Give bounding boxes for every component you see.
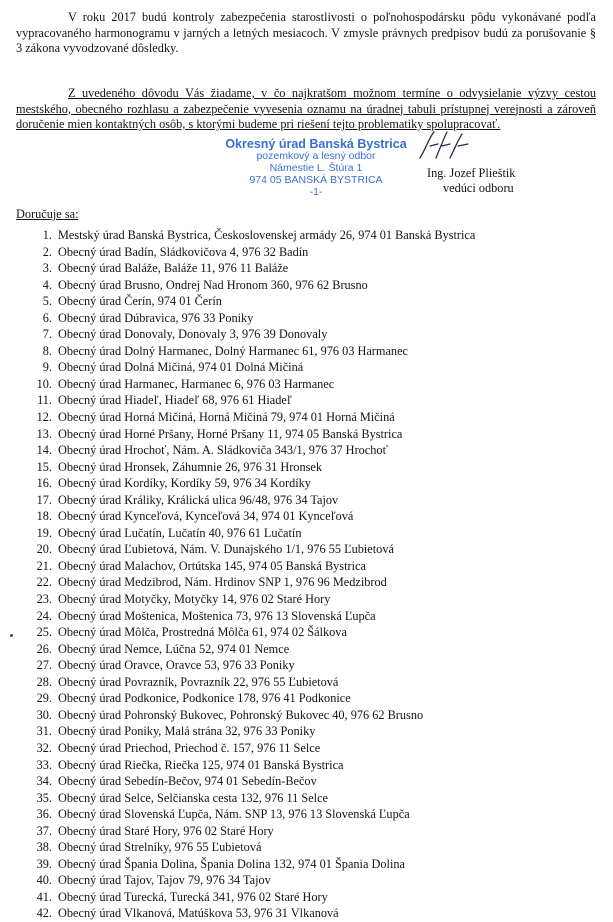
recipient-item [16, 310, 606, 327]
recipient-item [16, 690, 606, 707]
recipient-number: 20. [36, 542, 52, 557]
recipient-item [16, 889, 606, 906]
recipient-item [16, 905, 606, 922]
stamp-city: 974 05 BANSKÁ BYSTRICA [249, 174, 383, 186]
recipient-number: 22. [36, 575, 52, 590]
recipient-item [16, 326, 606, 343]
recipient-item [16, 641, 606, 658]
recipient-number: 34. [36, 774, 52, 789]
recipient-item [16, 459, 606, 476]
recipient-address: Obecný úrad Dolný Harmanec, Dolný Harmanec 61, 976 03 Harmanec [58, 343, 408, 358]
recipient-item [16, 740, 606, 757]
stamp-number: -1- [309, 186, 323, 198]
recipient-item [16, 839, 606, 856]
recipient-number: 1. [42, 228, 52, 242]
recipient-item [16, 856, 606, 873]
recipient-address: Mestský úrad Banská Bystrica, Československej armády 26, 974 01 Banská Bystrica [58, 228, 476, 242]
recipient-item [16, 277, 606, 294]
recipient-address: Obecný úrad Špania Dolina, Špania Dolina 132, 974 01 Špania Dolina [58, 856, 405, 871]
recipient-item [16, 823, 606, 840]
recipient-number: 2. [42, 244, 52, 259]
recipient-address: Obecný úrad Badín, Sládkovičova 4, 976 32 Badín [58, 244, 309, 259]
recipient-address: Obecný úrad Lučatín, Lučatín 40, 976 61 Lučatín [58, 525, 302, 540]
recipient-address: Obecný úrad Ľubietová, Nám. V. Dunajského 1/1, 976 55 Ľubietová [58, 542, 394, 557]
recipient-address: Obecný úrad Riečka, Riečka 125, 974 01 Banská Bystrica [58, 757, 344, 772]
scan-dot-mark [10, 634, 13, 637]
recipient-item [16, 558, 606, 575]
recipient-item [16, 508, 606, 525]
recipient-address: Obecný úrad Povrazník, Povrazník 22, 976 55 Ľubietová [58, 674, 339, 689]
recipient-number: 12. [36, 410, 52, 425]
recipient-number: 8. [42, 343, 52, 358]
recipient-item [16, 426, 606, 443]
recipient-address: Obecný úrad Priechod, Priechod č. 157, 976 11 Selce [58, 740, 321, 755]
recipient-item [16, 227, 606, 244]
recipient-number: 21. [36, 558, 52, 573]
recipient-item [16, 392, 606, 409]
recipient-number: 28. [36, 674, 52, 689]
recipient-address: Obecný úrad Horná Mičiná, Horná Mičiná 79, 974 01 Horná Mičiná [58, 410, 395, 425]
recipient-address: Obecný úrad Poniky, Malá strána 32, 976 33 Poniky [58, 724, 316, 739]
recipient-item [16, 624, 606, 641]
recipient-address: Obecný úrad Tajov, Tajov 79, 976 34 Tajov [58, 873, 271, 888]
recipient-address: Obecný úrad Sebedín-Bečov, 974 01 Sebedín-Bečov [58, 774, 317, 789]
recipient-address: Obecný úrad Selce, Selčianska cesta 132, 976 11 Selce [58, 790, 328, 805]
recipient-address: Obecný úrad Donovaly, Donovaly 3, 976 39 Donovaly [58, 327, 328, 342]
recipient-item [16, 492, 606, 509]
recipient-address: Obecný úrad Horné Pršany, Horné Pršany 11, 974 05 Banská Bystrica [58, 426, 403, 441]
recipient-number: 13. [36, 426, 52, 441]
recipient-item [16, 790, 606, 807]
recipient-item [16, 574, 606, 591]
recipient-number: 30. [36, 707, 52, 722]
recipient-address: Obecný úrad Vlkanová, Matúškova 53, 976 31 Vlkanová [58, 906, 339, 921]
recipient-number: 9. [42, 360, 52, 375]
recipient-item [16, 343, 606, 360]
recipient-address: Obecný úrad Hrochoť, Nám. A. Sládkoviča 343/1, 976 37 Hrochoť [58, 443, 388, 458]
recipients-list [16, 227, 606, 922]
recipient-number: 29. [36, 691, 52, 706]
signer-block [427, 166, 597, 196]
recipient-item [16, 376, 606, 393]
recipient-address: Obecný úrad Pohronský Bukovec, Pohronský Bukovec 40, 976 62 Brusno [58, 707, 424, 722]
recipient-address: Obecný úrad Slovenská Ľupča, Nám. SNP 13, 976 13 Slovenská Ľupča [58, 807, 410, 822]
signer-role: vedúci odboru [443, 181, 514, 195]
recipient-number: 40. [36, 873, 52, 888]
recipient-item [16, 674, 606, 691]
recipient-item [16, 475, 606, 492]
recipient-item [16, 608, 606, 625]
recipient-address: Obecný úrad Čerín, 974 01 Čerín [58, 294, 222, 309]
recipient-item [16, 359, 606, 376]
paragraph-inspections: V roku 2017 budú kontroly zabezpečenia starostlivosti o poľnohospodársku pôdu vykonávané podľa vypracovaného harmonogramu v jarných a letných mesiacoch. V zmysle právnych predpisov budú za porušovanie § 3 zákona vyvodzované dôsledky. [16, 10, 596, 55]
recipient-number: 6. [42, 310, 52, 325]
handwritten-signature [416, 128, 476, 164]
recipient-address: Obecný úrad Môlča, Prostredná Môlča 61, 974 02 Šálkova [58, 625, 347, 640]
recipient-number: 27. [36, 658, 52, 673]
recipient-number: 33. [36, 757, 52, 772]
recipient-number: 18. [36, 509, 52, 524]
recipient-address: Obecný úrad Hronsek, Záhumnie 26, 976 31 Hronsek [58, 459, 322, 474]
recipient-address: Obecný úrad Oravce, Oravce 53, 976 33 Poniky [58, 658, 295, 673]
recipient-number: 4. [42, 277, 52, 292]
recipient-address: Obecný úrad Medzibrod, Nám. Hrdinov SNP 1, 976 96 Medzibrod [58, 575, 387, 590]
recipient-number: 19. [36, 525, 52, 540]
recipient-address: Obecný úrad Dolná Mičiná, 974 01 Dolná Mičiná [58, 360, 304, 375]
recipient-number: 37. [36, 823, 52, 838]
recipient-item [16, 773, 606, 790]
recipient-number: 7. [42, 327, 52, 342]
recipient-number: 14. [36, 443, 52, 458]
recipient-address: Obecný úrad Kordíky, Kordíky 59, 976 34 Kordíky [58, 476, 311, 491]
recipient-number: 3. [42, 261, 52, 276]
recipient-address: Obecný úrad Podkonice, Podkonice 178, 976 41 Podkonice [58, 691, 351, 706]
recipient-item [16, 591, 606, 608]
recipient-number: 5. [42, 294, 52, 309]
recipient-number: 38. [36, 840, 52, 855]
recipient-item [16, 525, 606, 542]
recipient-address: Obecný úrad Malachov, Ortútska 145, 974 05 Banská Bystrica [58, 558, 366, 573]
recipient-address: Obecný úrad Králiky, Králická ulica 96/48, 976 34 Tajov [58, 492, 339, 507]
recipient-number: 24. [36, 608, 52, 623]
recipient-number: 11. [37, 393, 52, 408]
stamp-title: Okresný úrad Banská Bystrica [225, 137, 407, 151]
recipient-number: 23. [36, 592, 52, 607]
recipient-number: 41. [36, 889, 52, 904]
recipient-number: 32. [36, 740, 52, 755]
recipient-item [16, 541, 606, 558]
recipient-item [16, 657, 606, 674]
stamp-department: pozemkový a lesný odbor [256, 150, 376, 162]
recipient-item [16, 293, 606, 310]
recipient-address: Obecný úrad Motyčky, Motyčky 14, 976 02 Staré Hory [58, 592, 331, 607]
recipient-number: 35. [36, 790, 52, 805]
recipient-number: 42. [36, 906, 52, 921]
stamp-street: Námestie L. Štúra 1 [269, 162, 363, 174]
recipient-address: Obecný úrad Staré Hory, 976 02 Staré Hory [58, 823, 274, 838]
paragraph-request: Z uvedeného dôvodu Vás žiadame, v čo najkratšom možnom termíne o odvysielanie výzvy cestou mestského, obecného rozhlasu a zabezpečenie vyvesenia oznamu na úradnej tabuli prístupnej verejnosti a zároveň doručenie mien kontaktných osôb, s ktorými budeme pri riešení tejto problematiky spolupracovať. [16, 86, 596, 131]
recipient-item [16, 260, 606, 277]
recipient-item [16, 244, 606, 261]
recipients-heading: Doručuje sa: [16, 207, 79, 221]
recipient-number: 31. [36, 724, 52, 739]
recipient-number: 36. [36, 807, 52, 822]
office-stamp [216, 138, 416, 198]
recipient-address: Obecný úrad Dúbravica, 976 33 Poniky [58, 310, 254, 325]
recipient-address: Obecný úrad Strelníky, 976 55 Ľubietová [58, 840, 262, 855]
recipient-address: Obecný úrad Brusno, Ondrej Nad Hronom 360, 976 62 Brusno [58, 277, 368, 292]
recipient-address: Obecný úrad Harmanec, Harmanec 6, 976 03 Harmanec [58, 376, 335, 391]
recipient-item [16, 757, 606, 774]
recipient-number: 10. [36, 376, 52, 391]
recipient-number: 16. [36, 476, 52, 491]
recipient-number: 25. [36, 625, 52, 640]
recipient-number: 17. [36, 492, 52, 507]
recipient-item [16, 723, 606, 740]
recipient-item [16, 442, 606, 459]
recipient-item [16, 872, 606, 889]
recipient-address: Obecný úrad Baláže, Baláže 11, 976 11 Baláže [58, 261, 289, 276]
recipient-number: 15. [36, 459, 52, 474]
signer-name: Ing. Jozef Plieštik [427, 166, 516, 180]
recipient-number: 26. [36, 641, 52, 656]
recipient-address: Obecný úrad Hiadeľ, Hiadeľ 68, 976 61 Hiadeľ [58, 393, 292, 408]
recipient-item [16, 409, 606, 426]
recipient-address: Obecný úrad Turecká, Turecká 341, 976 02 Staré Hory [58, 889, 328, 904]
recipient-item [16, 806, 606, 823]
recipient-address: Obecný úrad Moštenica, Moštenica 73, 976 13 Slovenská Ľupča [58, 608, 376, 623]
recipient-number: 39. [36, 856, 52, 871]
recipient-item [16, 707, 606, 724]
recipient-address: Obecný úrad Kynceľová, Kynceľová 34, 974 01 Kynceľová [58, 509, 354, 524]
recipient-address: Obecný úrad Nemce, Lúčna 52, 974 01 Nemce [58, 641, 290, 656]
